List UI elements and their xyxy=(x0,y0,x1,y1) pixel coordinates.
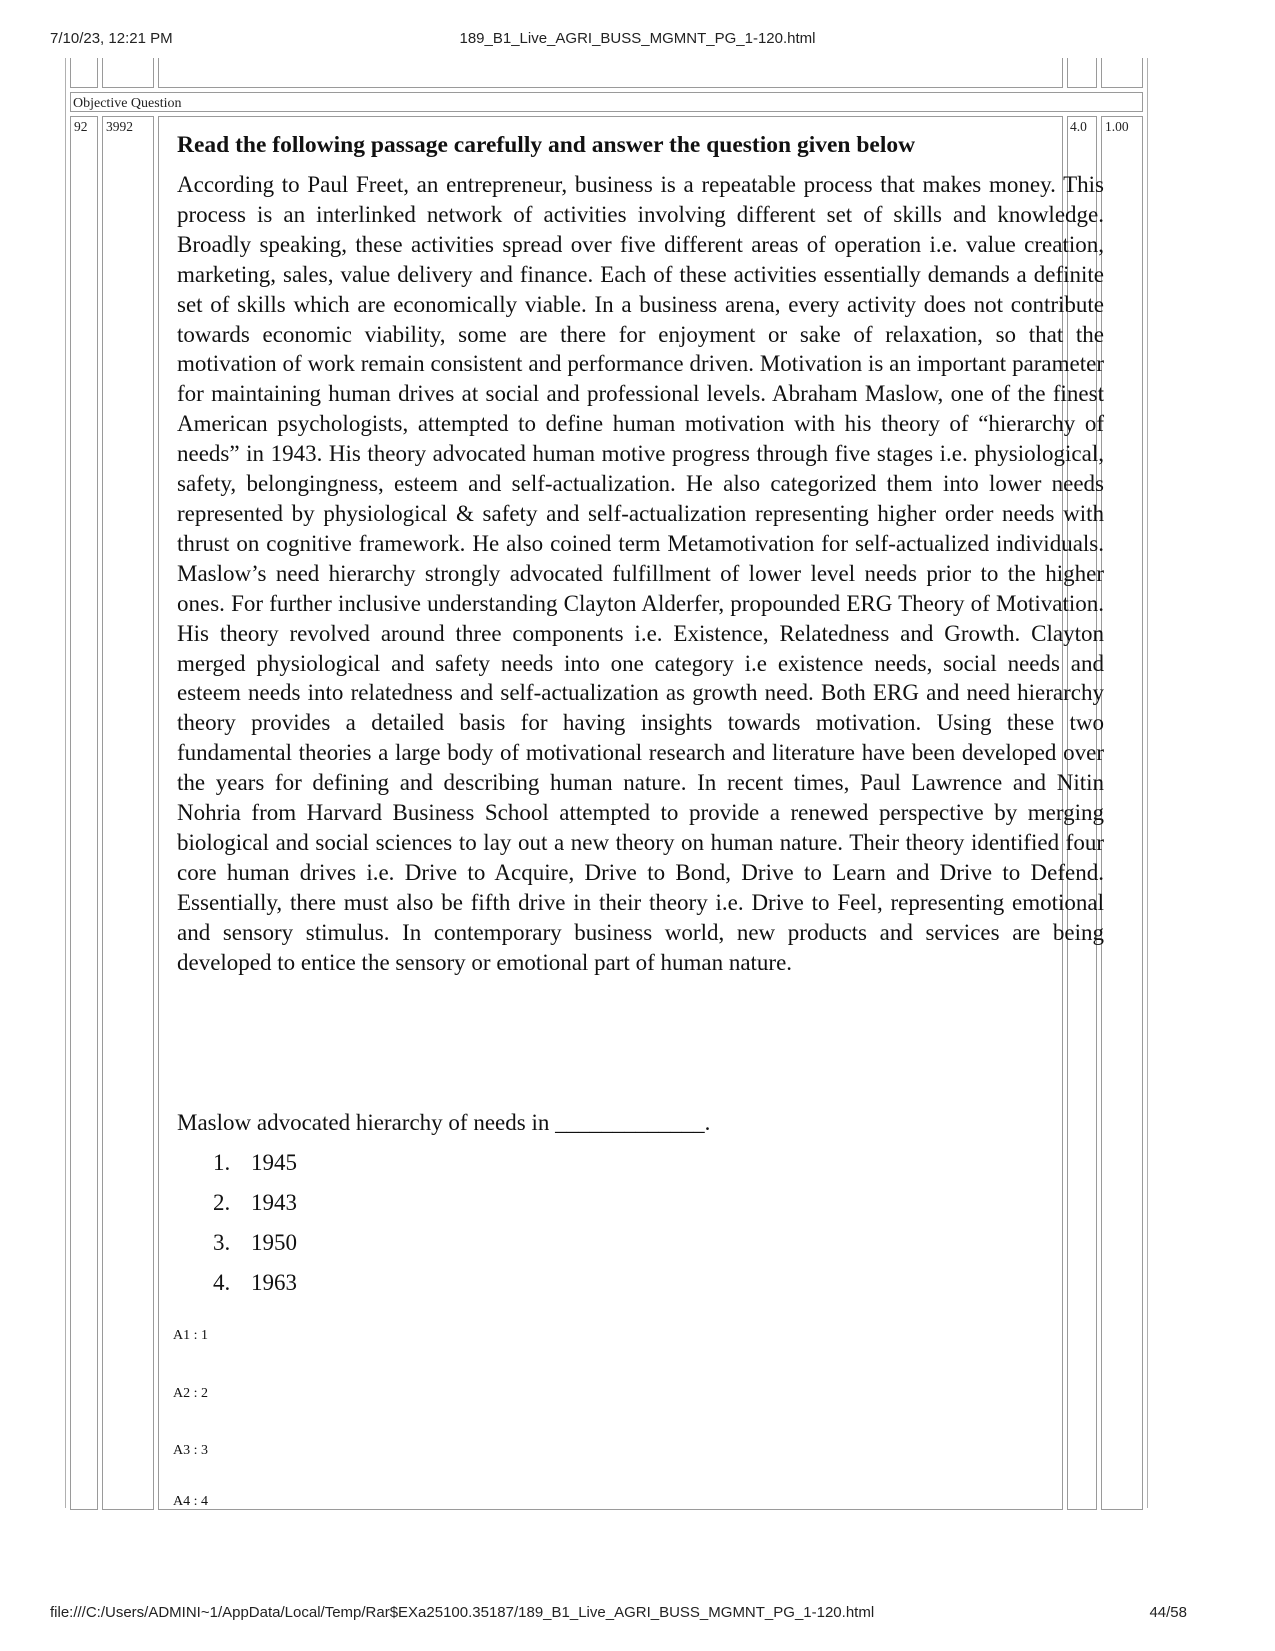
question-heading: Read the following passage carefully and answer the question given below xyxy=(177,132,916,158)
answer-key-1: A1 : 1 xyxy=(173,1328,208,1343)
option-text: 1945 xyxy=(251,1150,297,1175)
option-text: 1950 xyxy=(251,1230,297,1255)
negative-marks: 1.00 xyxy=(1105,119,1129,134)
option-number: 3. xyxy=(213,1230,231,1255)
option-text: 1963 xyxy=(251,1270,297,1295)
serial-number: 92 xyxy=(74,119,88,134)
answer-key-3: A3 : 3 xyxy=(173,1443,208,1458)
section-label: Objective Question xyxy=(73,96,182,111)
answer-key-4: A4 : 4 xyxy=(173,1494,208,1509)
print-file-path: file:///C:/Users/ADMINI~1/AppData/Local/Temp/Rar$EXa25100.35187/189_B1_Live_AGRI_BUSS_MGMNT_PG_1-120.html xyxy=(50,1604,875,1621)
page-number: 44/58 xyxy=(1149,1604,1187,1621)
option-number: 4. xyxy=(213,1270,231,1295)
print-doc-title: 189_B1_Live_AGRI_BUSS_MGMNT_PG_1-120.html xyxy=(459,30,816,47)
option-item xyxy=(213,1149,297,1189)
option-item xyxy=(213,1229,297,1269)
options-list xyxy=(213,1149,297,1309)
answer-key-2: A2 : 2 xyxy=(173,1386,208,1401)
question-stem: Maslow advocated hierarchy of needs in _____________. xyxy=(177,1110,711,1135)
option-item xyxy=(213,1269,297,1309)
passage-text: According to Paul Freet, an entrepreneur, business is a repeatable process that makes money. This process is an interlinked network of activities involving different set of skills and knowledge. Broadly speaking, these activities spread over five different areas of operation i.e. value creation, marketing, sales, value delivery and finance. Each of these activities essentially demands a definite set of skills which are economically viable. In a business arena, every activity does not contribute towards economic viability, some are there for enjoyment or sake of relaxation, so that the motivation of work remain consistent and performance driven. Motivation is an important parameter for maintaining human drives at social and professional levels. Abraham Maslow, one of the finest American psychologists, attempted to define human motivation with his theory of “hierarchy of needs” in 1943. His theory advocated human motive progress through five stages i.e. physiological, safety, belongingness, esteem and self-actualization. He also categorized them into lower needs represented by physiological & safety and self-actualization representing higher order needs with thrust on cognitive framework. He also coined term Metamotivation for self-actualized individuals. Maslow’s need hierarchy strongly advocated fulfillment of lower level needs prior to the higher ones. For further inclusive understanding Clayton Alderfer, propounded ERG Theory of Motivation. His theory revolved around three components i.e. Existence, Relatedness and Growth. Clayton merged physiological and safety needs into one category i.e existence needs, social needs and esteem needs into relatedness and self-actualization as growth need. Both ERG and need hierarchy theory provides a detailed basis for having insights towards motivation. Using these two fundamental theories a large body of motivational research and literature have been developed over the years for defining and describing human nature. In recent times, Paul Lawrence and Nitin Nohria from Harvard Business School attempted to provide a renewed perspective by merging biological and social sciences to lay out a new theory on human nature. Their theory identified four core human drives i.e. Drive to Acquire, Drive to Bond, Drive to Learn and Drive to Defend. Essentially, there must also be fifth drive in their theory i.e. Drive to Feel, representing emotional and sensory stimulus. In contemporary business world, new products and services are being developed to entice the sensory or emotional part of human nature. xyxy=(177,172,1104,975)
option-number: 1. xyxy=(213,1150,231,1175)
option-item xyxy=(213,1189,297,1229)
option-number: 2. xyxy=(213,1190,231,1215)
print-datetime: 7/10/23, 12:21 PM xyxy=(50,30,173,47)
question-id: 3992 xyxy=(106,119,133,134)
option-text: 1943 xyxy=(251,1190,297,1215)
marks: 4.0 xyxy=(1070,119,1087,134)
